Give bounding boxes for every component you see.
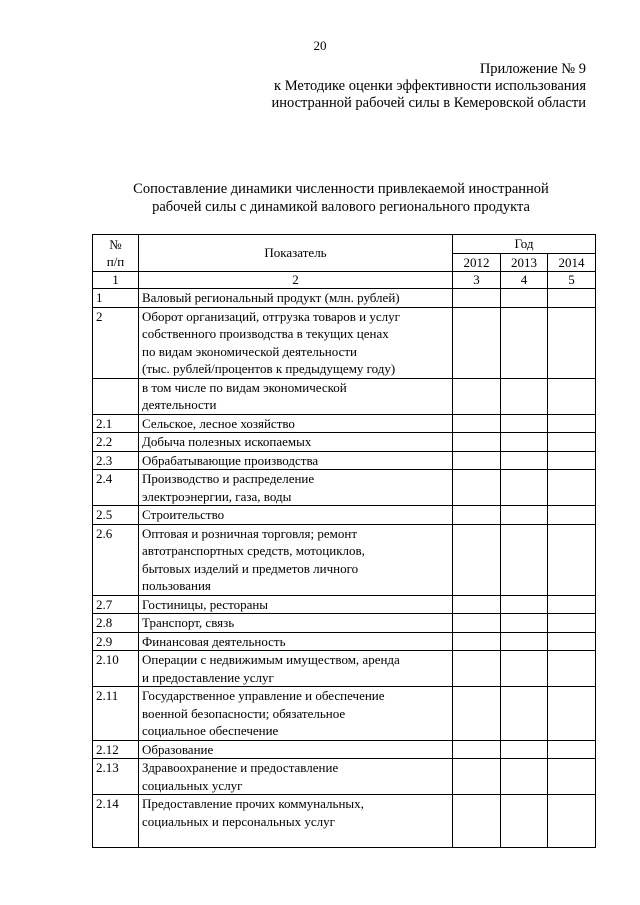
indicator-text-line: социальное обеспечение — [142, 723, 279, 738]
year-value-cell — [548, 451, 596, 470]
row-number-cell — [93, 378, 139, 414]
year-value-cell — [453, 378, 501, 414]
table-row — [93, 433, 596, 452]
column-number: 3 — [453, 272, 501, 289]
indicator-cell — [139, 289, 453, 308]
year-header: 2012 — [453, 253, 501, 272]
year-value-cell — [501, 740, 548, 759]
table-row — [93, 759, 596, 795]
indicator-cell — [139, 740, 453, 759]
year-value-cell — [501, 470, 548, 506]
year-value-cell — [453, 595, 501, 614]
indicator-header: Показатель — [139, 235, 453, 272]
year-value-cell — [453, 451, 501, 470]
page-number: 20 — [313, 38, 327, 53]
year-value-cell — [453, 632, 501, 651]
year-value-cell — [548, 740, 596, 759]
indicator-cell — [139, 451, 453, 470]
indicator-cell — [139, 433, 453, 452]
appendix-region-line: иностранной рабочей силы в Кемеровской области — [271, 95, 586, 111]
year-value-cell — [453, 414, 501, 433]
indicator-text-line: Образование — [142, 741, 214, 757]
document-title-line: рабочей силы с динамикой валового регионального продукта — [152, 199, 530, 215]
indicator-cell — [139, 506, 453, 525]
row-number-cell: 2.14 — [93, 795, 139, 848]
indicator-text-line: Финансовая деятельность — [142, 633, 286, 649]
column-number: 4 — [501, 272, 548, 289]
indicator-text-line: Предоставление прочих коммунальных, — [142, 796, 364, 811]
indicator-text-line: Обрабатывающие производства — [142, 452, 319, 468]
year-value-cell — [501, 307, 548, 378]
row-number-cell: 2.1 — [93, 414, 139, 433]
indicator-text-line: и предоставление услуг — [142, 669, 274, 685]
row-number-cell: 2.3 — [93, 451, 139, 470]
row-number-cell: 2.7 — [93, 595, 139, 614]
year-value-cell — [501, 632, 548, 651]
indicator-text-line: Операции с недвижимым имуществом, аренда — [142, 652, 400, 667]
row-number-cell: 2.2 — [93, 433, 139, 452]
table-row — [93, 378, 596, 414]
year-value-cell — [548, 651, 596, 687]
indicator-text-line: автотранспортных средств, мотоциклов, — [142, 543, 365, 558]
year-value-cell — [548, 632, 596, 651]
indicator-text-line: собственного производства в текущих ценах — [142, 326, 389, 341]
year-value-cell — [453, 740, 501, 759]
year-value-cell — [453, 524, 501, 595]
table-row — [93, 451, 596, 470]
indicator-text-line: электроэнергии, газа, воды — [142, 488, 292, 504]
indicator-text-line: Оборот организаций, отгрузка товаров и услуг — [142, 308, 400, 324]
year-value-cell — [548, 433, 596, 452]
appendix-header — [271, 61, 586, 112]
row-number-header — [93, 235, 139, 272]
indicator-text-line: военной безопасности; обязательное — [142, 705, 346, 721]
year-value-cell — [548, 506, 596, 525]
table-row — [93, 414, 596, 433]
year-value-cell — [548, 378, 596, 414]
row-number-cell: 2.5 — [93, 506, 139, 525]
year-value-cell — [548, 524, 596, 595]
row-number-cell: 1 — [93, 289, 139, 308]
indicator-cell — [139, 595, 453, 614]
table-row — [93, 289, 596, 308]
year-value-cell — [453, 795, 501, 848]
row-number-cell: 2.12 — [93, 740, 139, 759]
indicator-cell — [139, 470, 453, 506]
year-value-cell — [548, 795, 596, 848]
table-row — [93, 595, 596, 614]
year-value-cell — [501, 378, 548, 414]
indicator-text-line: Здравоохранение и предоставление — [142, 760, 339, 775]
indicator-cell — [139, 632, 453, 651]
comparison-table — [92, 234, 596, 848]
year-value-cell — [548, 687, 596, 741]
year-value-cell — [548, 614, 596, 633]
indicator-text-line: в том числе по видам экономической — [142, 379, 347, 395]
year-value-cell — [548, 759, 596, 795]
year-value-cell — [453, 614, 501, 633]
year-value-cell — [501, 506, 548, 525]
year-value-cell — [501, 451, 548, 470]
year-value-cell — [453, 759, 501, 795]
indicator-text-line: Валовый региональный продукт (млн. рублей) — [142, 290, 400, 305]
year-value-cell — [501, 524, 548, 595]
indicator-text-line: Строительство — [142, 507, 225, 522]
indicator-text-line: (тыс. рублей/процентов к предыдущему году) — [142, 361, 396, 376]
row-number-cell: 2.11 — [93, 687, 139, 741]
table-row — [93, 687, 596, 741]
row-number-header-line: № — [109, 236, 122, 252]
column-number-row — [93, 272, 596, 289]
indicator-text-line: социальных услуг — [142, 777, 243, 793]
year-value-cell — [548, 307, 596, 378]
appendix-label: Приложение № 9 — [479, 61, 586, 77]
year-value-cell — [453, 506, 501, 525]
row-number-cell: 2 — [93, 307, 139, 378]
indicator-cell — [139, 524, 453, 595]
row-number-cell: 2.8 — [93, 614, 139, 633]
year-value-cell — [501, 759, 548, 795]
year-value-cell — [501, 414, 548, 433]
indicator-text-line: Сельское, лесное хозяйство — [142, 415, 295, 431]
appendix-method-line: к Методике оценки эффективности использования — [274, 78, 586, 94]
indicator-text-line: Транспорт, связь — [142, 615, 235, 630]
table-row — [93, 506, 596, 525]
indicator-cell — [139, 614, 453, 633]
table-body — [93, 289, 596, 848]
indicator-cell — [139, 378, 453, 414]
indicator-text-line: Государственное управление и обеспечение — [142, 688, 385, 703]
year-value-cell — [501, 687, 548, 741]
year-value-cell — [501, 595, 548, 614]
document-title-line: Сопоставление динамики численности привлекаемой иностранной — [133, 181, 549, 197]
column-number: 5 — [548, 272, 596, 289]
indicator-text-line: Оптовая и розничная торговля; ремонт — [142, 525, 358, 541]
indicator-cell — [139, 687, 453, 741]
year-value-cell — [453, 307, 501, 378]
year-header: 2013 — [501, 253, 548, 272]
table-row — [93, 740, 596, 759]
row-number-cell: 2.13 — [93, 759, 139, 795]
column-number: 1 — [93, 272, 139, 289]
year-value-cell — [501, 433, 548, 452]
table-row — [93, 614, 596, 633]
year-value-cell — [548, 414, 596, 433]
table-row — [93, 795, 596, 848]
indicator-cell — [139, 307, 453, 378]
table-row — [93, 632, 596, 651]
indicator-text-line: деятельности — [142, 397, 217, 412]
year-value-cell — [548, 595, 596, 614]
column-number: 2 — [139, 272, 453, 289]
year-value-cell — [501, 651, 548, 687]
table-row — [93, 524, 596, 595]
indicator-cell — [139, 759, 453, 795]
year-value-cell — [453, 433, 501, 452]
indicator-text-line: бытовых изделий и предметов личного — [142, 560, 359, 576]
row-number-cell: 2.10 — [93, 651, 139, 687]
indicator-cell — [139, 795, 453, 848]
row-number-cell: 2.6 — [93, 524, 139, 595]
indicator-text-line: Добыча полезных ископаемых — [142, 434, 312, 449]
table-row — [93, 470, 596, 506]
document-title — [0, 180, 640, 216]
year-value-cell — [501, 289, 548, 308]
year-value-cell — [501, 795, 548, 848]
indicator-text-line: Производство и распределение — [142, 471, 315, 486]
row-number-header-line: п/п — [106, 254, 125, 269]
indicator-cell — [139, 414, 453, 433]
table-row — [93, 651, 596, 687]
year-value-cell — [453, 470, 501, 506]
year-header: 2014 — [548, 253, 596, 272]
year-value-cell — [501, 614, 548, 633]
year-value-cell — [453, 289, 501, 308]
row-number-cell: 2.9 — [93, 632, 139, 651]
year-value-cell — [453, 651, 501, 687]
row-number-cell: 2.4 — [93, 470, 139, 506]
indicator-text-line: Гостиницы, рестораны — [142, 596, 269, 612]
indicator-text-line: социальных и персональных услуг — [142, 813, 335, 829]
year-value-cell — [548, 289, 596, 308]
year-value-cell — [548, 470, 596, 506]
indicator-text-line: по видам экономической деятельности — [142, 343, 357, 359]
table-row — [93, 307, 596, 378]
indicator-text-line: пользования — [142, 578, 211, 593]
year-value-cell — [453, 687, 501, 741]
indicator-cell — [139, 651, 453, 687]
year-group-header: Год — [453, 235, 596, 254]
table-header-row — [93, 235, 596, 254]
